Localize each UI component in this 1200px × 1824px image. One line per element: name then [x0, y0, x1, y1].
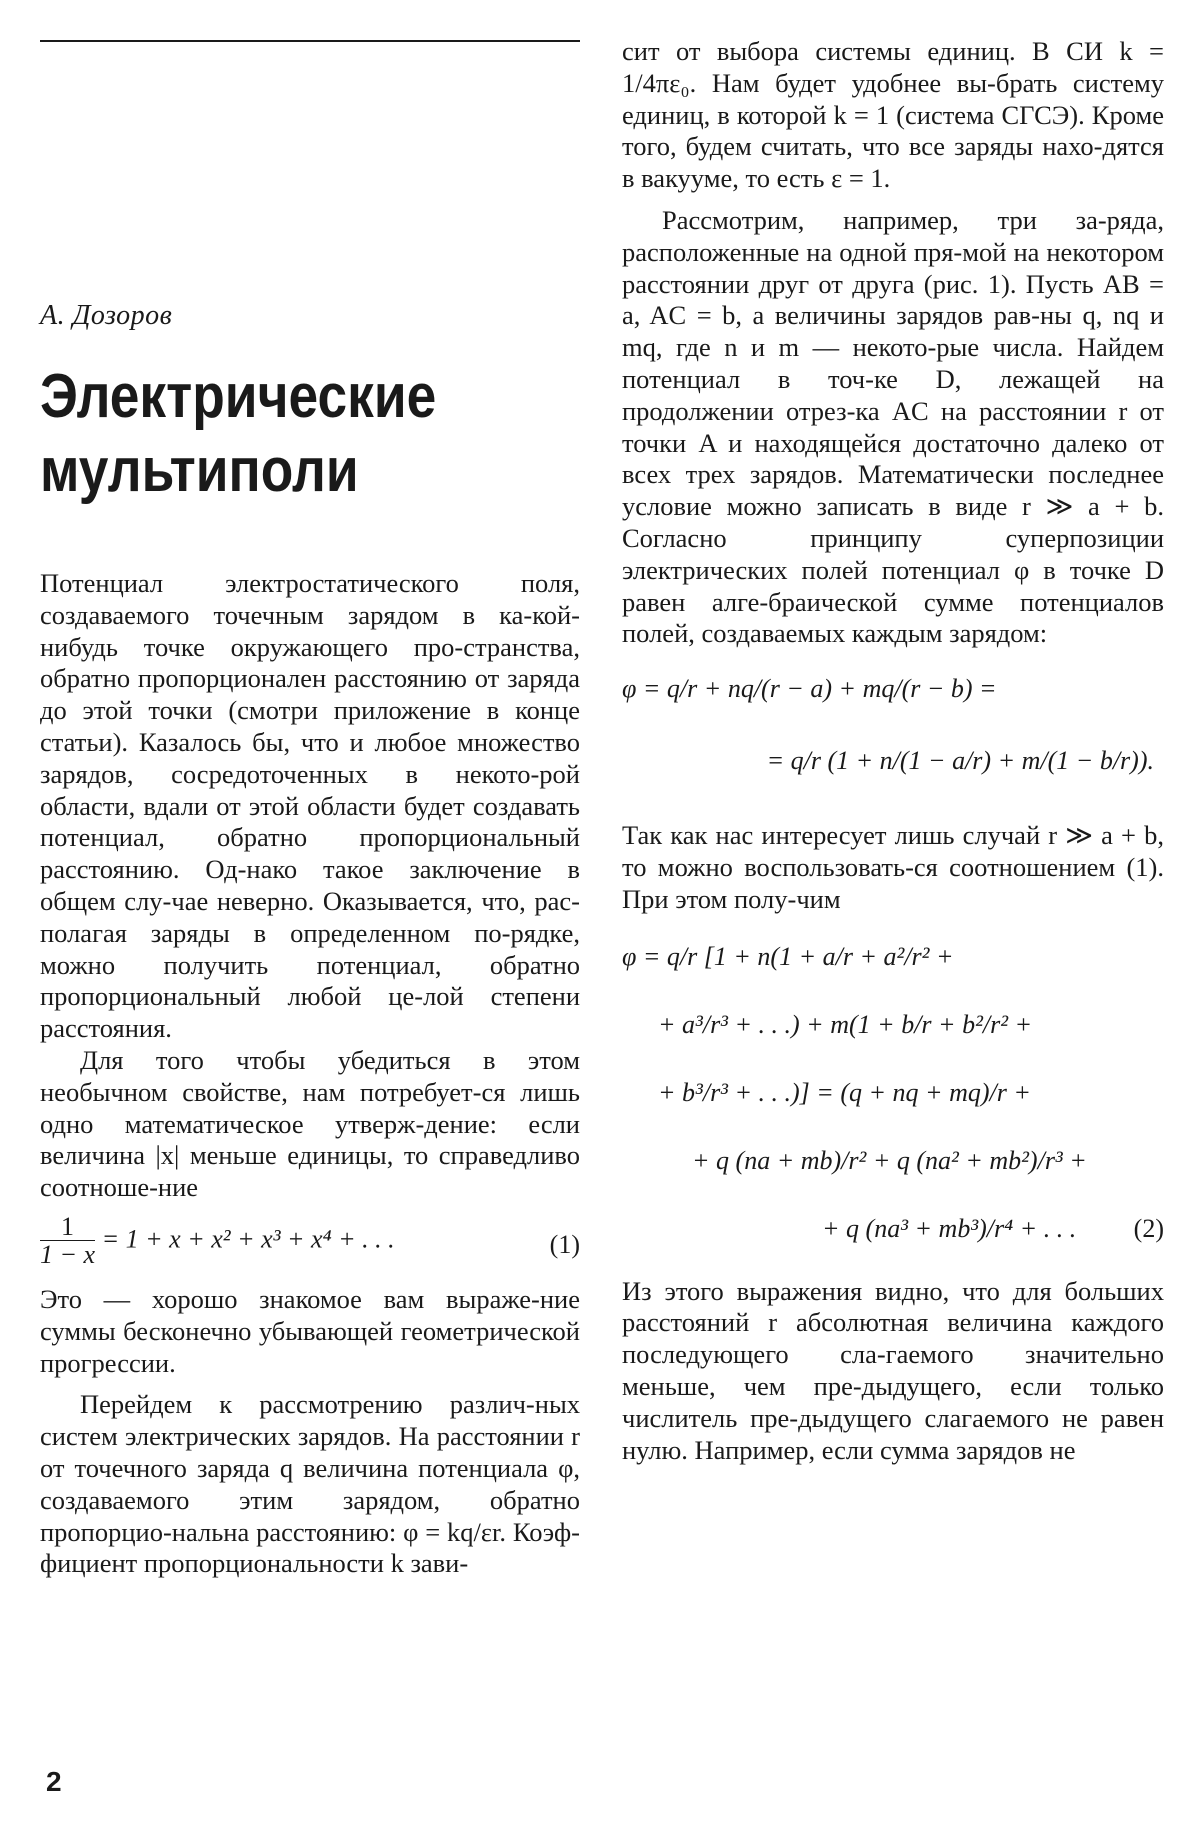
title-line-1: Электрические — [40, 362, 437, 431]
fraction-numerator: 1 — [40, 1214, 95, 1241]
formula-line: + a³/r³ + . . .) + m(1 + b/r + b²/r² + — [658, 1009, 1033, 1039]
right-column — [622, 36, 1164, 1466]
paragraph: Рассмотрим, например, три за-ряда, расположенные на одной пря-мой на некотором расстоянии друг от друга (рис. 1). Пусть AB = a, AC = b, а величины зарядов рав-ны q, nq и mq, где n и m — некото-рые числа. Найдем потенциал в точ-ке D, лежащей на продолжении отрез-ка AC на расстоянии r от точки A и находящейся достаточно далеко от всех трех зарядов. Математически последнее условие можно записать в виде r ≫ a + b. Согласно принципу суперпозиции электрических полей потенциал φ в точке D равен алге-браической сумме потенциалов полей, создаваемых каждым зарядом: — [622, 204, 1164, 649]
series-expansion: = 1 + x + x² + x³ + x⁴ + . . . — [101, 1224, 395, 1254]
fraction — [40, 1211, 96, 1269]
paragraph: Это — хорошо знакомое вам выраже-ние суммы бесконечно убывающей геометрической прогрессии. — [40, 1283, 580, 1378]
formula-phi — [622, 660, 1164, 810]
paragraph: Перейдем к рассмотрению различ-ных систем электрических зарядов. На расстоянии r от точечного заряда q величина потенциала φ, создаваемого этим зарядом, обратно пропорцио-нальна расстоянию: φ = kq/εr. Коэф-фициент пропорциональности k зави- — [40, 1389, 580, 1579]
formula-line: φ = q/r [1 + n(1 + a/r + a²/r² + — [622, 941, 954, 971]
paragraph: Так как нас интересует лишь случай r ≫ a + b, то можно воспользовать-ся соотношением (1). При этом полу-чим — [622, 820, 1164, 914]
equation-label: (1) — [549, 1229, 580, 1259]
title-line-2: мультиполи — [40, 436, 359, 505]
formula-2 — [622, 926, 1164, 1266]
equation-label: (2) — [1133, 1213, 1164, 1243]
formula-line: = q/r (1 + n/(1 − a/r) + m/(1 − b/r)). — [766, 746, 1154, 776]
author-name: А. Дозоров — [40, 300, 173, 331]
paragraph: Для того чтобы убедиться в этом необычном свойстве, нам потребует-ся лишь одно математическое утверж-дение: если величина |x| меньше единицы, то справедливо соотноше-ние — [40, 1044, 580, 1203]
formula-line: + q (na + mb)/r² + q (na² + mb²)/r³ + — [692, 1145, 1087, 1175]
page-number: 2 — [46, 1766, 62, 1797]
header-rule — [40, 40, 580, 42]
paragraph: Потенциал электростатического поля, создаваемого точечным зарядом в ка-кой-нибудь точке окружающего про-странства, обратно пропорционален расстоянию от заряда до этой точки (смотри приложение в конце статьи). Казалось бы, что и любое множество зарядов, сосредоточенных в некото-рой области, вдали от этой области будет создавать потенциал, обратно пропорциональный расстоянию. Од-нако такое заключение в общем слу-чае неверно. Оказывается, что, рас-полагая заряды в определенном по-рядке, можно получить потенциал, обратно пропорциональный любой це-лой степени расстояния. — [40, 568, 580, 1044]
article-title — [40, 360, 504, 508]
formula-line: + q (na³ + mb³)/r⁴ + . . . — [822, 1213, 1077, 1243]
paragraph: сит от выбора системы единиц. В СИ k = 1/4πε₀. Нам будет удобнее вы-брать систему единиц, в которой k = 1 (система СГСЭ). Кроме того, будем считать, что все заряды нахо-дятся в вакууме, то есть ε = 1. — [622, 36, 1164, 194]
paragraph: Из этого выражения видно, что для больших расстояний r абсолютная величина каждого последующего сла-гаемого значительно меньше, чем пре-дыдущего, если только числитель пре-дыдущего слагаемого не равен нулю. Например, если сумма зарядов не — [622, 1275, 1164, 1465]
left-column — [40, 300, 580, 1580]
formula-1 — [40, 1211, 580, 1274]
formula-line: + b³/r³ + . . .)] = (q + nq + mq)/r + — [658, 1077, 1031, 1107]
formula-line: φ = q/r + nq/(r − a) + mq/(r − b) = — [622, 674, 997, 704]
fraction-denominator: 1 − x — [40, 1239, 96, 1269]
